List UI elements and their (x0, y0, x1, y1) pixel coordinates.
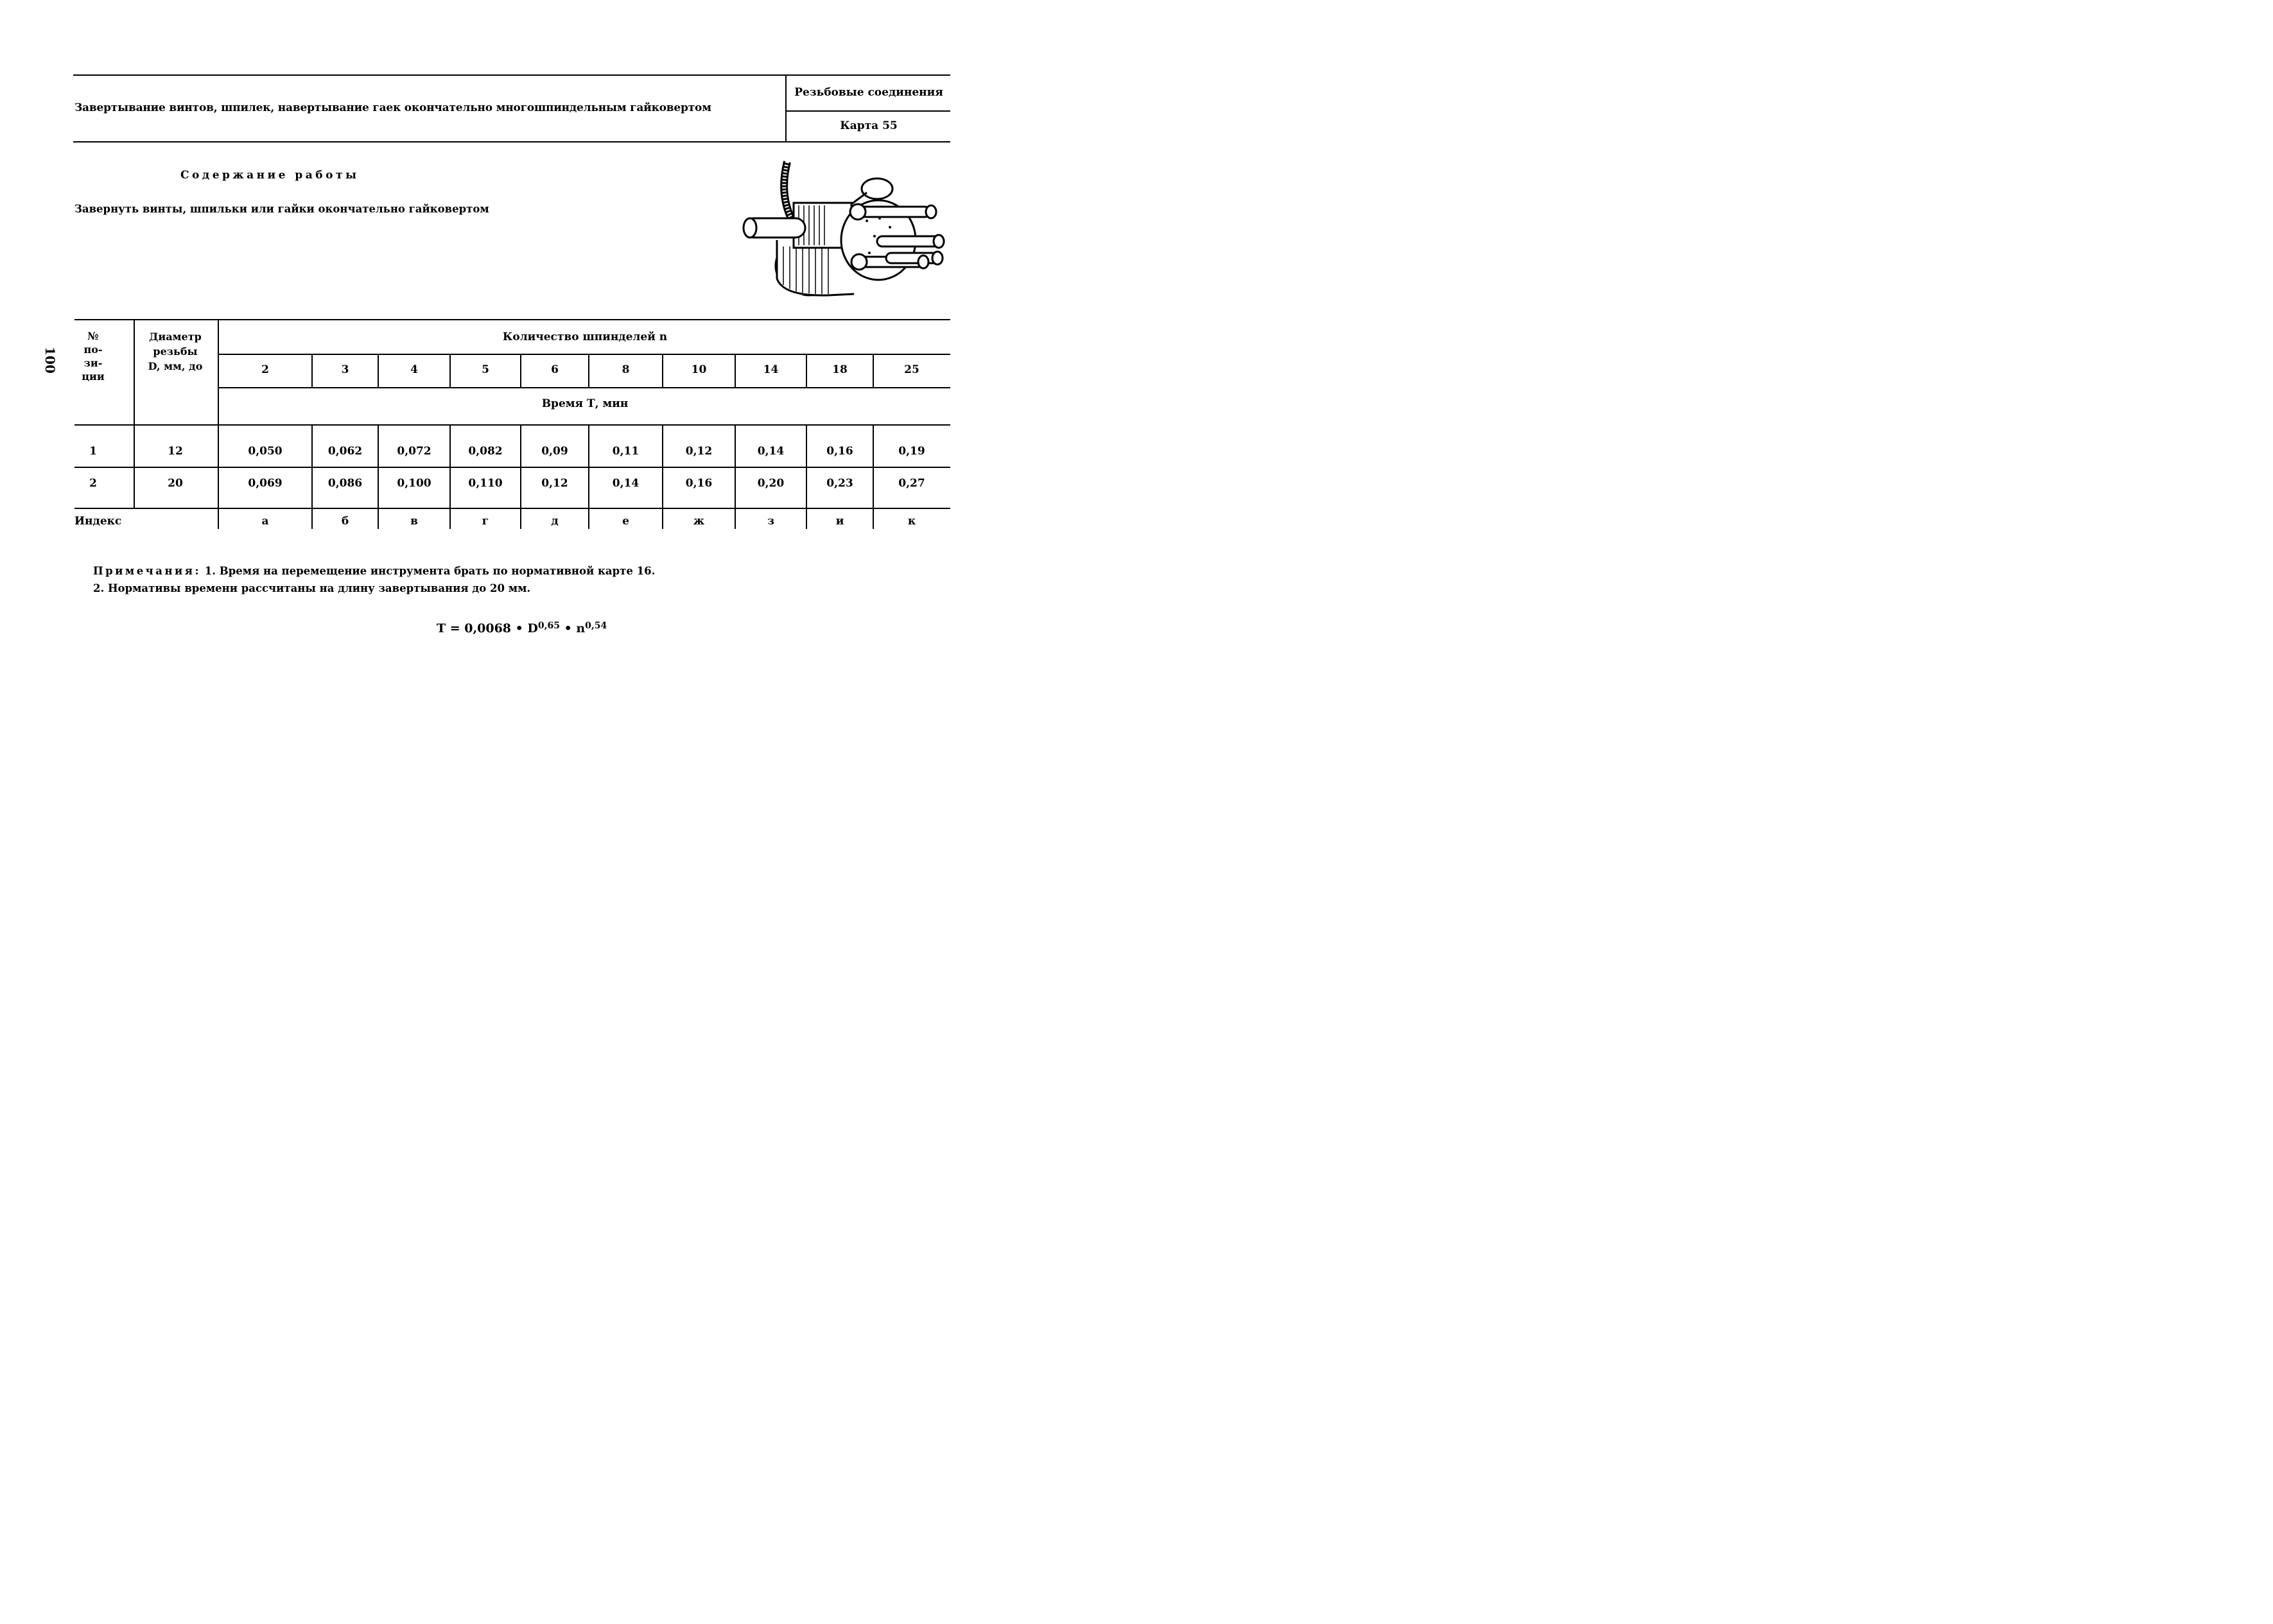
time-value-cell: 0,23 (826, 477, 853, 490)
position-header-line: ции (82, 370, 105, 383)
index-letter-cell: в (410, 515, 418, 528)
time-value-cell: 0,16 (826, 445, 853, 458)
section-name: Резьбовые соединения (794, 86, 943, 99)
position-column-header (74, 329, 112, 383)
nutrunner-illustration-icon (732, 157, 950, 302)
position-header-line: № (87, 330, 99, 342)
time-value-cell: 0,086 (327, 477, 363, 490)
index-letter-cell: з (767, 515, 774, 528)
note-1-text: 1. Время на перемещение инструмента брать по нормативной карте 16. (201, 565, 656, 577)
row-divider (74, 467, 950, 468)
diameter-header-line: D, мм, до (148, 360, 203, 372)
header-section-rule (786, 110, 950, 112)
position-header-line: зи- (83, 357, 103, 369)
position-header-line: по- (83, 343, 103, 356)
time-formula (437, 621, 607, 635)
time-value-cell: 0,27 (898, 477, 925, 490)
spindle-count-cell: 8 (622, 363, 630, 376)
index-letter-cell: д (551, 515, 559, 528)
spindle-count-header: Количество шпинделей n (502, 331, 668, 343)
spindle-count-cell: 3 (341, 363, 349, 376)
formula-lhs: T = 0,0068 • D (437, 621, 538, 635)
spindle-count-cell: 10 (691, 363, 707, 376)
notes (93, 562, 655, 597)
spindle-count-cell: 6 (551, 363, 559, 376)
diameter-column-header (137, 329, 213, 374)
position-cell: 1 (89, 445, 97, 458)
formula-exponent-n: 0,54 (585, 621, 607, 631)
time-value-cell: 0,12 (541, 477, 568, 490)
col-divider-pos (134, 320, 135, 508)
time-value-cell: 0,09 (541, 445, 568, 458)
header-bottom-table-rule (74, 424, 950, 426)
spindle-count-cell: 4 (410, 363, 418, 376)
time-value-cell: 0,11 (612, 445, 640, 458)
formula-mid: • n (559, 621, 586, 635)
document-title: Завертывание винтов, шпилек, навертывание гаек окончательно многошпиндельным гайковертом (74, 101, 711, 114)
time-value-cell: 0,14 (757, 445, 785, 458)
diameter-cell: 20 (168, 477, 183, 490)
time-value-cell: 0,062 (327, 445, 363, 458)
index-label: Индекс (74, 515, 122, 528)
spindle-count-cell: 25 (904, 363, 919, 376)
time-value-cell: 0,14 (612, 477, 640, 490)
spindle-count-cell: 5 (482, 363, 489, 376)
time-value-cell: 0,12 (685, 445, 713, 458)
index-rule (74, 508, 950, 509)
work-heading: Содержание работы (180, 169, 360, 182)
header-bottom-rule (73, 141, 950, 143)
time-value-cell: 0,20 (757, 477, 785, 490)
spindle-header-rule (218, 354, 950, 355)
time-value-cell: 0,072 (397, 445, 431, 458)
index-letter-cell: е (622, 515, 629, 528)
note-2: 2. Нормативы времени рассчитаны на длину завертывания до 20 мм. (93, 582, 531, 594)
time-value-cell: 0,19 (898, 445, 925, 458)
time-value-cell: 0,110 (468, 477, 503, 490)
notes-label: Примечания: (93, 565, 202, 577)
index-letter-cell: а (261, 515, 269, 528)
diameter-header-line: резьбы (153, 345, 198, 358)
index-letter-cell: и (835, 515, 844, 528)
spindle-count-cell: 2 (261, 363, 269, 376)
work-description: Завернуть винты, шпильки или гайки окончательно гайковертом (74, 203, 489, 215)
time-value-cell: 0,082 (468, 445, 503, 458)
table-top-rule (74, 319, 950, 320)
diameter-cell: 12 (168, 445, 183, 458)
spindle-count-cell: 14 (763, 363, 779, 376)
index-letter-cell: г (482, 515, 489, 528)
diameter-header-line: Диаметр (149, 331, 202, 343)
spindle-count-cell: 18 (832, 363, 848, 376)
index-letter-cell: б (341, 515, 349, 528)
note-1 (93, 562, 655, 580)
page-number: 100 (42, 347, 58, 374)
time-header: Время Т, мин (541, 397, 629, 410)
col-divider-diam (218, 320, 219, 529)
index-letter-cell: к (907, 515, 916, 528)
header-divider (785, 75, 787, 142)
formula-exponent-d: 0,65 (537, 621, 560, 631)
position-cell: 2 (89, 477, 97, 490)
spindle-values-rule (218, 387, 950, 388)
card-number: Карта 55 (840, 119, 898, 132)
index-letter-cell: ж (693, 515, 705, 528)
time-value-cell: 0,050 (248, 445, 283, 458)
time-value-cell: 0,16 (685, 477, 713, 490)
time-value-cell: 0,069 (248, 477, 283, 490)
time-value-cell: 0,100 (397, 477, 431, 490)
header-top-rule (73, 74, 950, 76)
